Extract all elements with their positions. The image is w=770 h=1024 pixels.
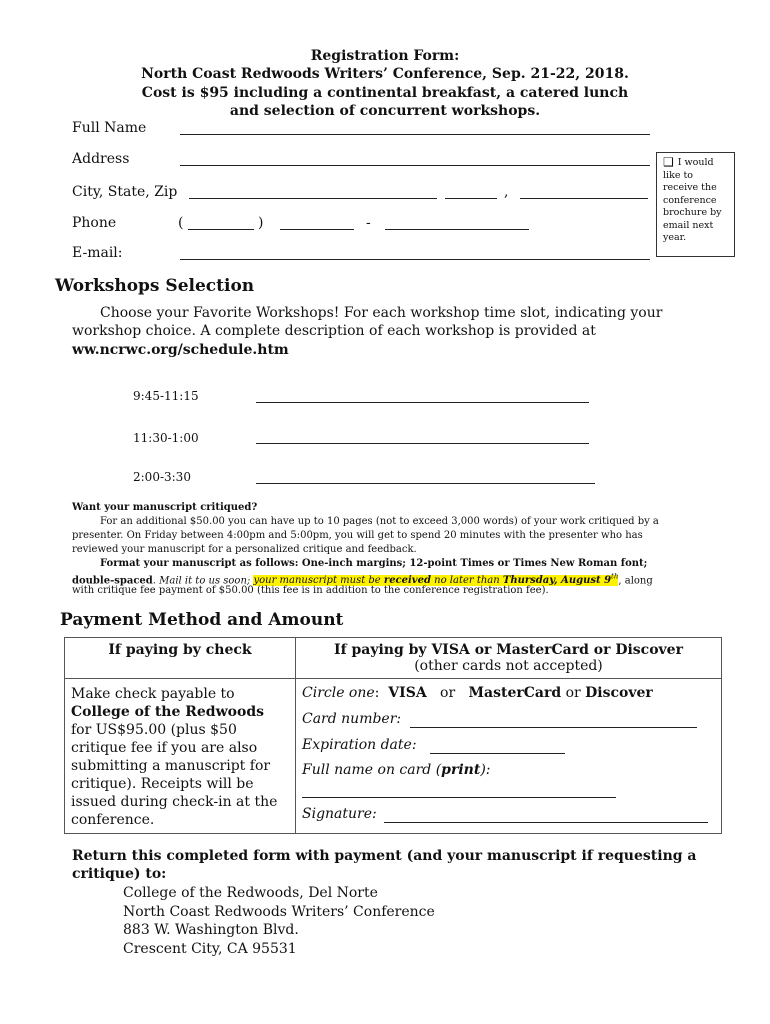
email-field[interactable]: [180, 259, 650, 260]
phone-area-field[interactable]: [188, 229, 254, 230]
checkbox-icon[interactable]: ❑: [663, 155, 674, 169]
csz-comma: ,: [504, 184, 509, 200]
address-label: Address: [72, 151, 130, 167]
fullname-a: Full name on card (: [302, 762, 442, 778]
card-column-header: [296, 638, 722, 679]
phone-prefix-field[interactable]: [280, 229, 354, 230]
payment-table: [64, 637, 722, 834]
card-header-title: If paying by VISA or MasterCard or Discover: [334, 642, 683, 658]
card-option-discover[interactable]: Discover: [585, 685, 653, 701]
or-1: or: [440, 685, 456, 701]
card-header-sub: (other cards not accepted): [414, 658, 603, 674]
manuscript-para-1: For an additional $50.00 you can have up to 10 pages (not to exceed 3,000 words) of your work critiqued by a: [100, 516, 659, 527]
phone-paren-close: ): [258, 215, 264, 231]
brochure-text: I would like to receive the conference brochure by email next year.: [663, 157, 722, 243]
phone-dash: -: [366, 215, 371, 231]
fullname-print: print: [441, 762, 481, 778]
deadline-sup: th: [611, 573, 619, 581]
return-line-2: critique) to:: [72, 866, 167, 882]
format-line-1: Format your manuscript as follows: One-inch margins; 12-point Times or Times New Roman font;: [100, 558, 648, 569]
slot-time-3: 2:00-3:30: [133, 470, 191, 484]
city-state-zip-label: City, State, Zip: [72, 184, 178, 200]
card-type-row: [302, 685, 653, 701]
slot-choice-2[interactable]: [256, 443, 589, 444]
return-line-1: Return this completed form with payment (and your manuscript if requesting a: [72, 848, 697, 864]
phone-paren-open: (: [178, 215, 184, 231]
format-mail-note: . Mail it to us soon;: [152, 575, 254, 587]
workshops-intro-1: Choose your Favorite Workshops! For each workshop time slot, indicating your: [100, 305, 663, 321]
address-field[interactable]: [180, 165, 650, 166]
slot-choice-3[interactable]: [256, 483, 595, 484]
deadline-received: received: [383, 575, 431, 587]
slot-time-1: 9:45-11:15: [133, 389, 199, 403]
circle-one-colon: :: [374, 685, 380, 701]
phone-label: Phone: [72, 215, 117, 231]
address-line-2: North Coast Redwoods Writers’ Conference: [123, 903, 435, 920]
circle-one-label: Circle one: [302, 685, 375, 701]
state-field[interactable]: [445, 198, 497, 199]
brochure-box: [656, 152, 735, 257]
full-name-field[interactable]: [180, 134, 650, 135]
or-2: or: [565, 685, 581, 701]
signature-label: Signature:: [302, 806, 377, 822]
slot-choice-1[interactable]: [256, 402, 589, 403]
fullname-label: [302, 762, 491, 778]
card-number-field[interactable]: [410, 727, 697, 728]
format-along: , along: [618, 575, 653, 587]
phone-line-field[interactable]: [385, 229, 529, 230]
cost-line: Cost is $95 including a continental breakfast, a catered lunch: [141, 85, 629, 101]
deadline-c: no later than: [430, 575, 503, 587]
manuscript-question: Want your manuscript critiqued?: [72, 502, 258, 513]
fullname-field[interactable]: [302, 797, 616, 798]
card-number-label: Card number:: [302, 711, 402, 727]
form-title: Registration Form:: [310, 48, 460, 64]
check-text-a: Make check payable to: [71, 686, 235, 702]
check-instructions: [65, 679, 296, 834]
check-column-header: If paying by check: [65, 638, 296, 679]
expiration-field[interactable]: [430, 753, 565, 754]
deadline-date: Thursday, August 9: [502, 575, 612, 587]
format-line-3: with critique fee payment of $50.00 (this fee is in addition to the conference registration fee).: [72, 585, 549, 596]
workshops-url[interactable]: ww.ncrwc.org/schedule.htm: [72, 342, 289, 358]
conference-title: North Coast Redwoods Writers’ Conference, Sep. 21-22, 2018.: [141, 66, 629, 82]
card-fields: [296, 679, 722, 834]
fullname-c: ):: [480, 762, 491, 778]
slot-time-2: 11:30-1:00: [133, 431, 199, 445]
full-name-label: Full Name: [72, 120, 147, 136]
card-option-mastercard[interactable]: MasterCard: [468, 685, 562, 701]
email-label: E-mail:: [72, 245, 123, 261]
manuscript-para-3: reviewed your manuscript for a personalized critique and feedback.: [72, 544, 417, 555]
return-address: [123, 884, 435, 958]
cost-line-2: and selection of concurrent workshops.: [229, 103, 541, 119]
address-line-1: College of the Redwoods, Del Norte: [123, 885, 378, 901]
manuscript-para-2: presenter. On Friday between 4:00pm and 5:00pm, you will get to spend 20 minutes with the presenter who has: [72, 530, 643, 541]
workshops-heading: Workshops Selection: [55, 276, 255, 296]
format-double-spaced: double-spaced: [72, 575, 153, 587]
address-line-4: Crescent City, CA 95531: [123, 940, 297, 957]
card-option-visa[interactable]: VISA: [388, 685, 427, 701]
expiration-label: Expiration date:: [302, 737, 417, 753]
workshops-intro-2: workshop choice. A complete description of each workshop is provided at: [72, 323, 596, 339]
deadline-a: your manuscript must be: [253, 575, 384, 587]
check-text-c: for US$95.00 (plus $50 critique fee if you are also submitting a manuscript for critique). Receipts will be issued during check-in at the conference.: [71, 722, 278, 828]
city-field[interactable]: [189, 198, 437, 199]
signature-field[interactable]: [384, 822, 708, 823]
payment-heading: Payment Method and Amount: [60, 610, 344, 630]
check-payee: College of the Redwoods: [71, 704, 264, 720]
address-line-3: 883 W. Washington Blvd.: [123, 922, 299, 938]
zip-field[interactable]: [520, 198, 648, 199]
